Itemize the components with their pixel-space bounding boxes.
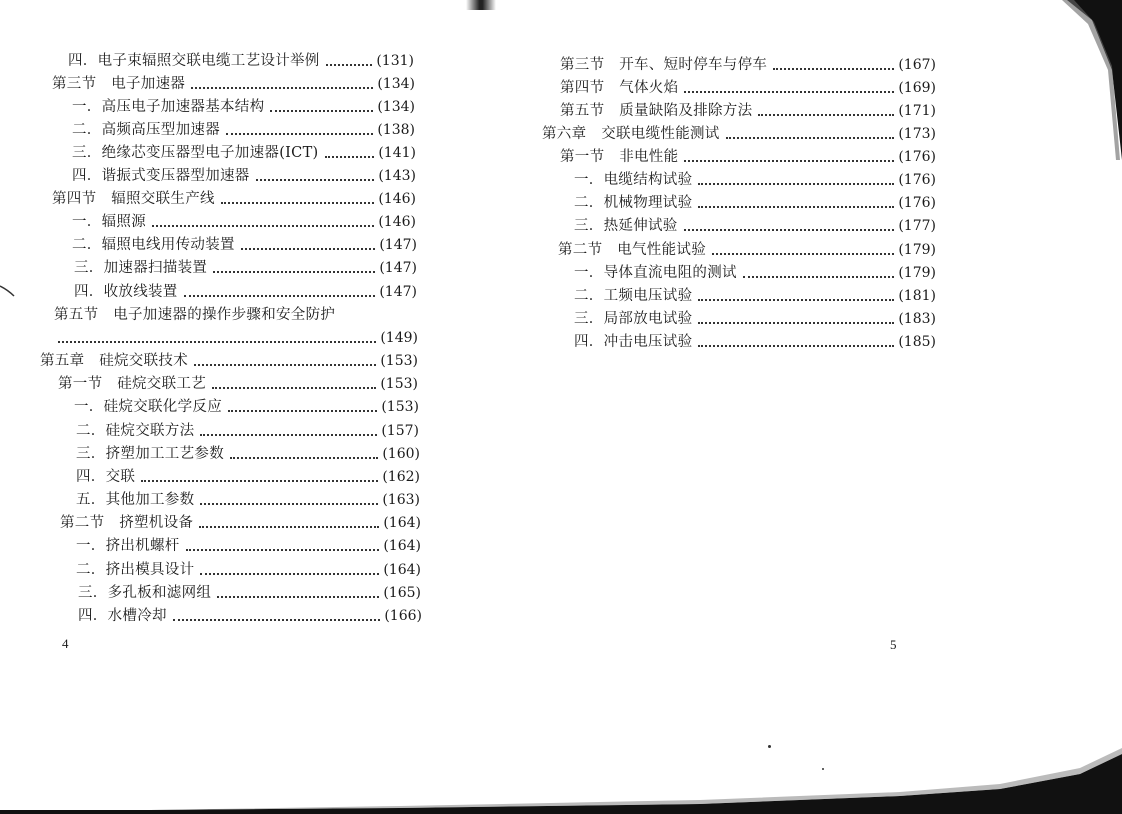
toc-entry [72, 234, 417, 256]
dot-leader [743, 276, 895, 278]
toc-entry [560, 77, 936, 99]
dot-leader [230, 457, 378, 459]
toc-entry-page: (179) [898, 265, 936, 281]
toc-entry-title: 四．谐振式变压器型加速器 [72, 168, 250, 184]
toc-entry [74, 396, 419, 418]
toc-entry-title: 四．电子束辐照交联电缆工艺设计举例 [68, 53, 320, 69]
margin-scratch-mark [0, 284, 18, 298]
toc-entry-page: (164) [383, 515, 421, 531]
toc-entry-page: (176) [898, 149, 936, 165]
toc-entry [58, 373, 418, 395]
toc-entry [72, 211, 416, 233]
toc-entry-page: (138) [377, 122, 415, 138]
dot-leader [270, 110, 373, 112]
dot-leader [226, 133, 373, 135]
toc-entry-title: 二．工频电压试验 [574, 288, 693, 304]
toc-entry-page: (157) [381, 423, 419, 439]
toc-entry-title: 四．交联 [76, 469, 136, 485]
dot-leader [173, 619, 381, 621]
dot-leader [256, 179, 375, 181]
dot-leader [698, 345, 894, 347]
toc-entry [76, 559, 421, 581]
dot-leader [698, 206, 894, 208]
toc-entry [574, 308, 936, 330]
dot-leader [684, 160, 894, 162]
toc-entry-page: (134) [377, 99, 415, 115]
dot-leader [200, 434, 377, 436]
toc-entry [74, 281, 417, 303]
toc-entry-page: (165) [383, 585, 421, 601]
toc-entry-title: 三．多孔板和滤网组 [78, 585, 212, 601]
toc-entry-page: (183) [898, 311, 936, 327]
toc-entry-continuation [58, 327, 418, 349]
toc-entry-title: 二．挤出模具设计 [76, 562, 195, 578]
dot-leader [228, 410, 377, 412]
toc-entry-title: 三．绝缘芯变压器型电子加速器(ICT) [72, 145, 319, 161]
dot-leader [212, 387, 376, 389]
toc-entry [68, 50, 414, 72]
dot-leader [712, 253, 894, 255]
toc-entry [76, 489, 420, 511]
dot-leader [200, 503, 378, 505]
toc-entry-title: 第五节 质量缺陷及排除方法 [560, 103, 753, 119]
toc-entry-page: (146) [378, 214, 416, 230]
toc-entry-page: (179) [898, 242, 936, 258]
toc-entry [76, 420, 419, 442]
dot-leader [698, 183, 894, 185]
toc-entry [574, 169, 936, 191]
toc-entry-title: 三．挤塑加工工艺参数 [76, 446, 224, 462]
toc-entry [558, 239, 936, 261]
dust-speck [822, 768, 824, 770]
toc-entry-title: 第六章 交联电缆性能测试 [542, 126, 720, 142]
page-number: 4 [62, 636, 69, 651]
toc-entry-page: (143) [378, 168, 416, 184]
left-page [0, 0, 540, 814]
toc-entry [574, 192, 936, 214]
toc-entry-title: 四．收放线装置 [74, 284, 178, 300]
toc-entry-page: (153) [381, 399, 419, 415]
dot-leader [326, 64, 373, 66]
toc-entry [574, 215, 936, 237]
toc-entry [74, 257, 417, 279]
binding-shadow [466, 0, 496, 10]
dot-leader [758, 114, 894, 116]
toc-entry-title: 二．硅烷交联方法 [76, 423, 195, 439]
toc-entry-title: 第四节 辐照交联生产线 [52, 191, 215, 207]
dot-leader [726, 137, 895, 139]
dot-leader [325, 156, 375, 158]
toc-entry [72, 165, 416, 187]
toc-entry-page: (181) [898, 288, 936, 304]
toc-entry [574, 331, 936, 353]
toc-entry-title: 第二节 电气性能试验 [558, 242, 706, 258]
dot-leader [684, 229, 895, 231]
toc-entry [60, 512, 421, 534]
toc-entry-page: (176) [898, 195, 936, 211]
toc-entry-title: 二．机械物理试验 [574, 195, 693, 211]
toc-entry-title: 一．辐照源 [72, 214, 146, 230]
toc-entry-page: (147) [379, 237, 417, 253]
toc-entry [72, 119, 415, 141]
toc-entry-page: (177) [898, 218, 936, 234]
toc-entry-title: 四．冲击电压试验 [574, 334, 693, 350]
toc-entry-title: 一．导体直流电阻的测试 [574, 265, 737, 281]
toc-entry [78, 605, 422, 627]
dot-leader [221, 202, 375, 204]
dot-leader [773, 68, 894, 70]
toc-entry-title: 第三节 电子加速器 [52, 76, 186, 92]
dot-leader [191, 87, 373, 89]
toc-entry [560, 100, 936, 122]
toc-entry-page: (167) [898, 57, 936, 73]
toc-entry [78, 582, 421, 604]
dot-leader [58, 341, 376, 343]
toc-entry-page: (134) [377, 76, 415, 92]
toc-entry-page: (153) [380, 376, 418, 392]
toc-entry-page: (147) [379, 284, 417, 300]
toc-entry-page: (185) [898, 334, 936, 350]
toc-entry [40, 350, 418, 372]
dot-leader [184, 295, 376, 297]
toc-entry-title: 三．热延伸试验 [574, 218, 678, 234]
toc-entry [560, 54, 936, 76]
toc-entry-page: (164) [383, 538, 421, 554]
toc-entry-title: 一．挤出机螺杆 [76, 538, 180, 554]
toc-entry-title: 一．硅烷交联化学反应 [74, 399, 222, 415]
toc-entry-title: 三．局部放电试验 [574, 311, 693, 327]
toc-entry-title: 二．高频高压型加速器 [72, 122, 220, 138]
toc-entry [574, 285, 936, 307]
toc-entry-title: 一．高压电子加速器基本结构 [72, 99, 265, 115]
dot-leader [698, 322, 894, 324]
toc-entry [76, 535, 421, 557]
toc-entry [72, 142, 416, 164]
toc-entry [54, 304, 404, 326]
page-number: 5 [890, 637, 897, 652]
toc-entry-page: (173) [898, 126, 936, 142]
bottom-scan-shadow [0, 734, 1122, 814]
dot-leader [141, 480, 378, 482]
toc-entry-title: 一．电缆结构试验 [574, 172, 693, 188]
toc-entry-title: 二．辐照电线用传动装置 [72, 237, 235, 253]
toc-entry-page: (131) [376, 53, 414, 69]
toc-entry-page: (163) [382, 492, 420, 508]
toc-entry-page: (171) [898, 103, 936, 119]
toc-entry-title: 第一节 硅烷交联工艺 [58, 376, 206, 392]
toc-entry-page: (141) [378, 145, 416, 161]
toc-entry-title: 第五章 硅烷交联技术 [40, 353, 188, 369]
toc-entry-title: 第四节 气体火焰 [560, 80, 679, 96]
dot-leader [217, 596, 379, 598]
toc-entry [76, 443, 420, 465]
dot-leader [241, 248, 376, 250]
toc-entry-title: 四．水槽冷却 [78, 608, 167, 624]
corner-scan-shadow [962, 0, 1122, 160]
toc-entry-page: (147) [379, 260, 417, 276]
dot-leader [199, 526, 379, 528]
dot-leader [213, 271, 375, 273]
toc-entry [72, 96, 415, 118]
toc-entry [574, 262, 936, 284]
toc-entry [52, 188, 416, 210]
toc-entry-page: (160) [382, 446, 420, 462]
toc-entry-page: (176) [898, 172, 936, 188]
toc-entry-page: (164) [383, 562, 421, 578]
toc-entry-page: (162) [382, 469, 420, 485]
dot-leader [684, 91, 894, 93]
dust-speck [768, 745, 771, 748]
toc-entry-title: 五．其他加工参数 [76, 492, 195, 508]
toc-entry-page: (146) [378, 191, 416, 207]
toc-entry [542, 123, 936, 145]
toc-entry-title: 第二节 挤塑机设备 [60, 515, 194, 531]
dot-leader [152, 225, 374, 227]
dot-leader [186, 549, 380, 551]
toc-entry-title: 第一节 非电性能 [560, 149, 679, 165]
toc-entry-title: 第五节 电子加速器的操作步骤和安全防护 [54, 307, 336, 323]
toc-entry-page: (166) [384, 608, 422, 624]
toc-entry-page: (169) [898, 80, 936, 96]
toc-entry-title: 第三节 开车、短时停车与停车 [560, 57, 768, 73]
toc-entry-page: (149) [380, 330, 418, 346]
toc-entry [560, 146, 936, 168]
dot-leader [698, 299, 894, 301]
dot-leader [194, 364, 376, 366]
toc-entry-page: (153) [380, 353, 418, 369]
dot-leader [200, 573, 379, 575]
toc-entry [76, 466, 420, 488]
toc-entry [52, 73, 415, 95]
toc-entry-title: 三．加速器扫描装置 [74, 260, 208, 276]
